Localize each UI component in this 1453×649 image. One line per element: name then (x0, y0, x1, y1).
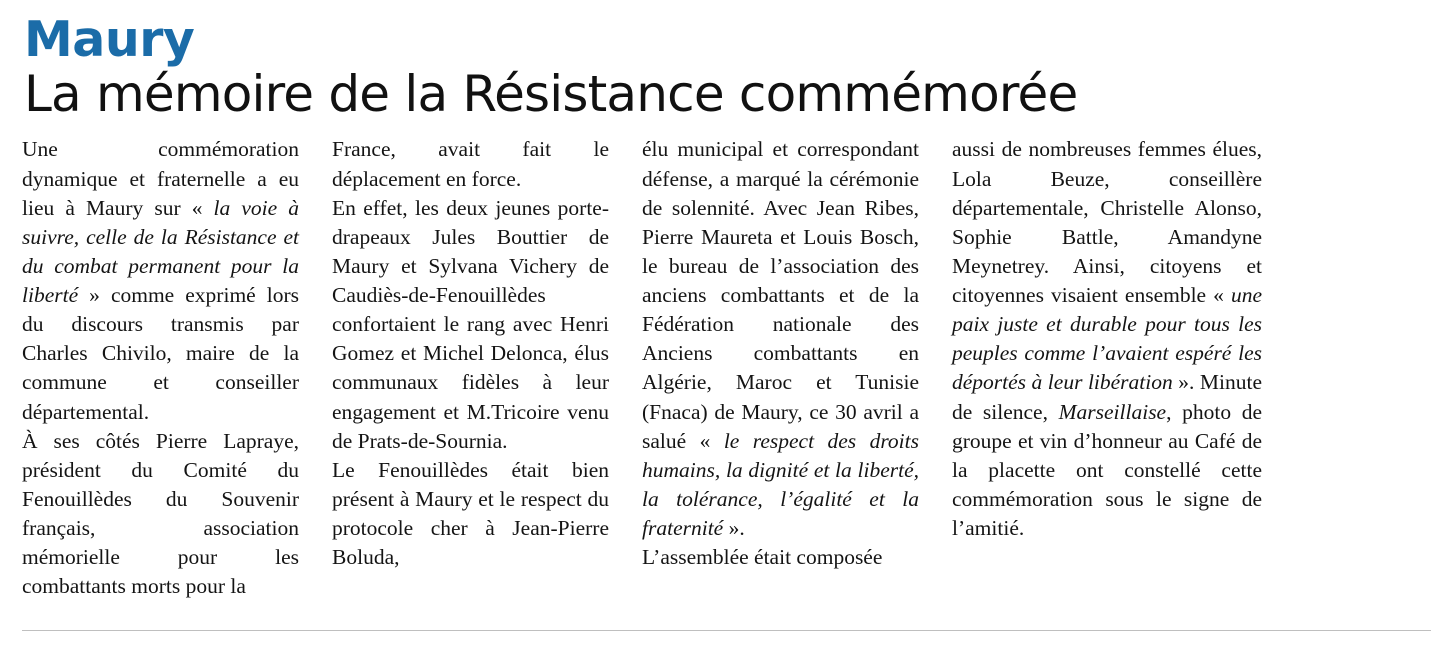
body-text: , photo de groupe et vin d’honneur au Café de la placette ont constellé cette commémoration sous le signe de l’amitié. (952, 399, 1262, 541)
body-text: Le Fenouillèdes était bien présent à Maury et le respect du protocole cher à Jean-Pierre Boluda, (332, 457, 609, 570)
body-text: » comme exprimé lors du discours transmis par Charles Chivilo, maire de la commune et conseiller départemental. (22, 283, 299, 424)
article-paragraph (22, 427, 299, 602)
body-text: En effet, les deux jeunes porte-drapeaux Jules Bouttier de Maury et Sylvana Vichery de Caudiès-de-Fenouillèdes confortaient le rang avec Henri Gomez et Michel Delonca, élus communaux fidèles à leur engagement et M.Tricoire venu de Prats-de-Sournia. (332, 195, 609, 453)
bottom-divider (22, 630, 1431, 631)
article-column-2 (332, 135, 642, 572)
body-text: France, avait fait le déplacement en force. (332, 137, 609, 191)
article-columns (22, 135, 1431, 601)
quoted-text: une paix juste et durable pour tous les peuples comme l’avaient espéré les déportés à leur libération (952, 283, 1262, 395)
body-text: élu municipal et correspondant défense, a marqué la cérémonie de solennité. Avec Jean Ribes, Pierre Maureta et Louis Bosch, le bureau de l’association des anciens combattants et de la Fédération nationale des Anciens combattants en Algérie, Maroc et Tunisie (Fnaca) de Maury, ce 30 avril a salué « (642, 137, 919, 453)
article-paragraph (642, 135, 919, 543)
article-kicker: Maury (24, 11, 195, 68)
article-column-1 (22, 135, 332, 601)
quoted-text: Marseillaise (1058, 399, 1167, 424)
article-paragraph (952, 135, 1262, 543)
body-text: ». (723, 516, 745, 541)
body-text: aussi de nombreuses femmes élues, Lola Beuze, conseillère départementale, Christelle Alonso, Sophie Battle, Amandyne Meynetrey. Ainsi, citoyens et citoyennes visaient ensemble « (952, 137, 1262, 308)
article-column-4 (952, 135, 1262, 543)
article-column-3 (642, 135, 952, 572)
quoted-text: la voie à suivre, celle de la Résistance et du combat permanent pour la liberté (22, 195, 299, 308)
article-paragraph (332, 456, 609, 573)
body-text: L’assemblée était composée (642, 545, 883, 570)
article-paragraph (332, 135, 609, 193)
article-paragraph (332, 194, 609, 456)
article-paragraph (642, 543, 919, 572)
body-text: Une commémoration dynamique et fraternelle a eu lieu à Maury sur « (22, 137, 299, 220)
article-paragraph (22, 135, 299, 426)
article-headline: La mémoire de la Résistance commémorée (24, 65, 1078, 124)
body-text: ». Minute de silence, (952, 370, 1262, 424)
quoted-text: le respect des droits humains, la dignité et la liberté, la tolérance, l’égalité et la fraternité (642, 428, 919, 541)
body-text: À ses côtés Pierre Lapraye, président du Comité du Fenouillèdes du Souvenir français, association mémorielle pour les combattants morts pour la (22, 428, 299, 599)
